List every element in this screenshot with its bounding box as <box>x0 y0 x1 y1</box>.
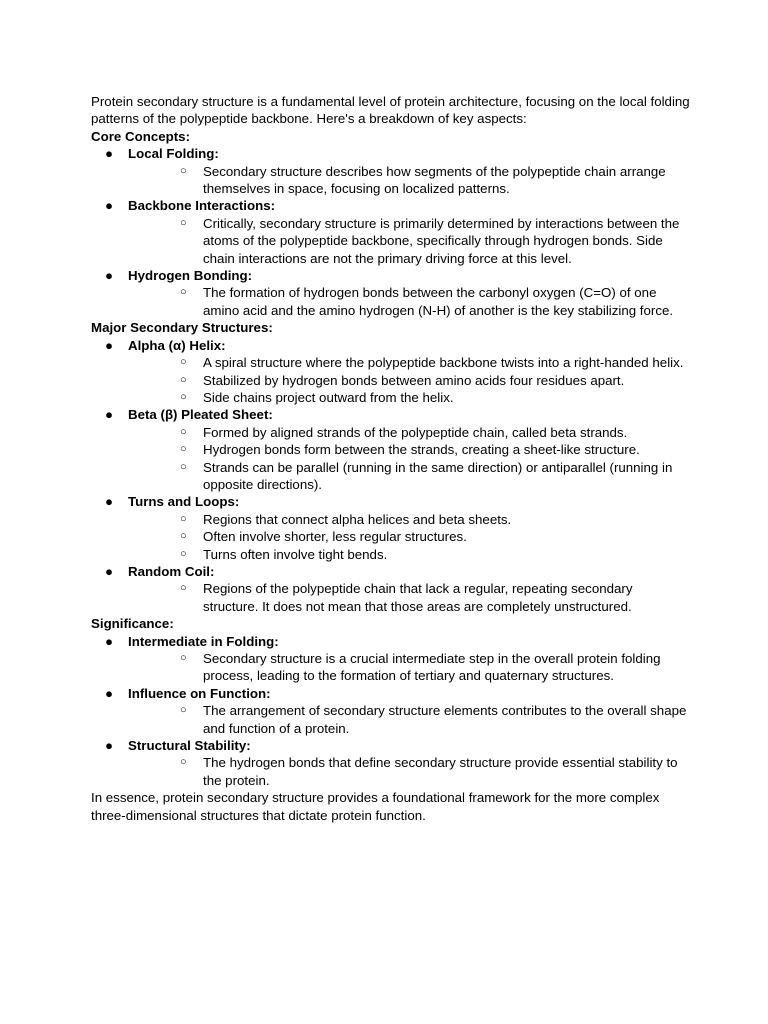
sub-item-text: Side chains project outward from the helix. <box>203 389 454 405</box>
sub-list-item <box>128 459 691 494</box>
bullet-disc-icon: ● <box>105 494 114 510</box>
section-heading: Major Secondary Structures: <box>91 320 273 336</box>
sub-list-item <box>128 163 691 198</box>
item-label: Backbone Interactions: <box>128 198 276 214</box>
sub-list <box>128 650 691 685</box>
item-label: Turns and Loops: <box>128 494 240 510</box>
sub-item-text: The hydrogen bonds that define secondary structure provide essential stability to the protein. <box>203 755 678 788</box>
bullet-circle-icon: ○ <box>180 512 187 525</box>
sub-list-item <box>128 754 691 789</box>
sub-list <box>128 284 691 319</box>
list-item <box>91 563 691 615</box>
bullet-circle-icon: ○ <box>180 460 187 473</box>
sub-list <box>128 163 691 198</box>
bullet-circle-icon: ○ <box>180 530 187 543</box>
sub-item-text: Strands can be parallel (running in the same direction) or antiparallel (running in opposite directions). <box>203 459 673 492</box>
bullet-circle-icon: ○ <box>180 356 187 369</box>
sub-list-item <box>128 702 691 737</box>
list-item <box>91 337 691 407</box>
list-item <box>91 493 691 563</box>
list-item <box>91 406 691 493</box>
sub-item-text: A spiral structure where the polypeptide backbone twists into a right-handed helix. <box>203 355 684 371</box>
bullet-disc-icon: ● <box>105 146 114 162</box>
list-item <box>91 685 691 737</box>
bullet-disc-icon: ● <box>105 563 114 579</box>
sub-item-text: Stabilized by hydrogen bonds between amino acids four residues apart. <box>203 372 625 388</box>
bullet-disc-icon: ● <box>105 268 114 284</box>
document-page <box>91 93 691 824</box>
sub-list-item <box>128 546 691 563</box>
list-item <box>91 267 691 319</box>
bullet-circle-icon: ○ <box>180 164 187 177</box>
sub-list-item <box>128 580 691 615</box>
section-list <box>91 337 691 616</box>
sub-item-text: Regions of the polypeptide chain that lack a regular, repeating secondary structure. It does not mean that those areas are completely unstructured. <box>203 581 633 614</box>
sub-list-item <box>128 372 691 389</box>
bullet-disc-icon: ● <box>105 337 114 353</box>
sub-list-item <box>128 441 691 458</box>
sub-item-text: Regions that connect alpha helices and beta sheets. <box>203 511 512 527</box>
sub-list <box>128 754 691 789</box>
section-list <box>91 633 691 790</box>
intro-paragraph: Protein secondary structure is a fundamental level of protein architecture, focusing on the local folding patterns of the polypeptide backbone. Here's a breakdown of key aspects: <box>91 94 690 127</box>
sub-list-item <box>128 354 691 371</box>
bullet-circle-icon: ○ <box>180 443 187 456</box>
sub-list <box>128 511 691 563</box>
list-item <box>91 197 691 267</box>
sub-list <box>128 580 691 615</box>
sub-list-item <box>128 528 691 545</box>
section-heading: Significance: <box>91 616 174 632</box>
sub-list-item <box>128 650 691 685</box>
item-label: Local Folding: <box>128 146 219 162</box>
sub-item-text: The formation of hydrogen bonds between the carbonyl oxygen (C=O) of one amino acid and the amino hydrogen (N-H) of another is the key stabilizing force. <box>203 285 674 318</box>
item-label: Beta (β) Pleated Sheet: <box>128 407 273 423</box>
list-item <box>91 737 691 789</box>
section-heading: Core Concepts: <box>91 128 190 144</box>
sub-item-text: Often involve shorter, less regular structures. <box>203 529 467 545</box>
item-label: Random Coil: <box>128 563 215 579</box>
sub-item-text: Secondary structure is a crucial intermediate step in the overall protein folding process, leading to the formation of tertiary and quaternary structures. <box>203 651 661 684</box>
bullet-disc-icon: ● <box>105 633 114 649</box>
sub-item-text: Turns often involve tight bends. <box>203 546 388 562</box>
sub-item-text: The arrangement of secondary structure elements contributes to the overall shape and function of a protein. <box>203 703 687 736</box>
item-label: Alpha (α) Helix: <box>128 337 226 353</box>
sub-list <box>128 702 691 737</box>
item-label: Intermediate in Folding: <box>128 633 279 649</box>
sub-list <box>128 424 691 494</box>
sub-item-text: Formed by aligned strands of the polypeptide chain, called beta strands. <box>203 424 628 440</box>
bullet-circle-icon: ○ <box>180 756 187 769</box>
bullet-disc-icon: ● <box>105 685 114 701</box>
bullet-circle-icon: ○ <box>180 373 187 386</box>
bullet-disc-icon: ● <box>105 407 114 423</box>
bullet-disc-icon: ● <box>105 738 114 754</box>
bullet-circle-icon: ○ <box>180 425 187 438</box>
bullet-circle-icon: ○ <box>180 390 187 403</box>
sub-item-text: Secondary structure describes how segments of the polypeptide chain arrange themselves in space, focusing on localized patterns. <box>203 163 666 197</box>
bullet-circle-icon: ○ <box>180 216 187 229</box>
bullet-circle-icon: ○ <box>180 286 187 299</box>
item-label: Structural Stability: <box>128 738 251 754</box>
bullet-circle-icon: ○ <box>180 652 187 664</box>
sub-item-text: Hydrogen bonds form between the strands, creating a sheet-like structure. <box>203 442 640 458</box>
sub-list-item <box>128 424 691 441</box>
sub-list <box>128 215 691 267</box>
bullet-circle-icon: ○ <box>180 582 187 595</box>
item-label: Hydrogen Bonding: <box>128 268 253 284</box>
item-label: Influence on Function: <box>128 685 271 701</box>
bullet-circle-icon: ○ <box>180 704 187 717</box>
sections-container <box>91 128 691 789</box>
section-list <box>91 145 691 319</box>
sub-list-item <box>128 215 691 267</box>
list-item <box>91 633 691 685</box>
sub-list-item <box>128 284 691 319</box>
sub-list-item <box>128 511 691 528</box>
bullet-circle-icon: ○ <box>180 547 187 560</box>
list-item <box>91 145 691 197</box>
sub-item-text: Critically, secondary structure is primarily determined by interactions between the atoms of the polypeptide backbone, specifically through hydrogen bonds. Side chain interactions are not the primary driving force at this level. <box>203 215 680 266</box>
sub-list <box>128 354 691 406</box>
conclusion-paragraph: In essence, protein secondary structure provides a foundational framework for the more complex three-dimensional structures that dictate protein function. <box>91 790 660 823</box>
bullet-disc-icon: ● <box>105 198 114 214</box>
sub-list-item <box>128 389 691 406</box>
